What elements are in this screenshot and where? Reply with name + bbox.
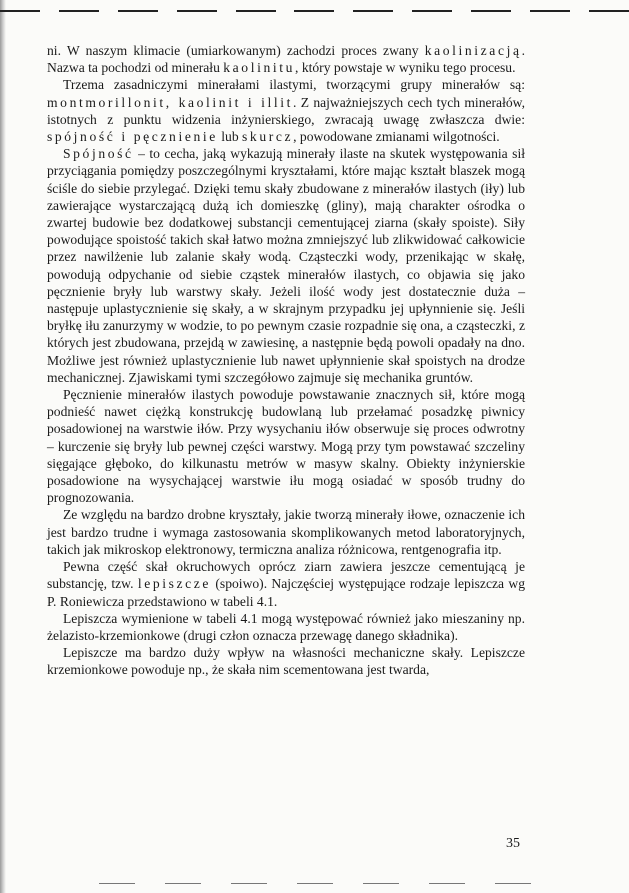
spaced-term: Spójność bbox=[63, 146, 134, 162]
text-run: Ze względu na bardzo drobne kryształy, jakie tworzą minerały iłowe, oznaczenie ich jest bardzo trudne i wymaga zastosowania skomplikowanych metod laboratoryjnych, takich jak mikroskop elektronowy, termiczna analiza różnicowa, rentgenografia itp. bbox=[47, 507, 525, 557]
scan-edge bbox=[0, 0, 6, 893]
paragraph bbox=[47, 386, 525, 506]
spaced-term: kaolinitu bbox=[223, 60, 296, 76]
spaced-term: spójność i pęcznienie bbox=[47, 129, 218, 145]
spaced-term: lepiszcze bbox=[137, 576, 212, 592]
paragraph bbox=[47, 145, 525, 386]
text-run: , który powstaje w wyniku tego procesu. bbox=[295, 60, 516, 76]
page-number: 35 bbox=[506, 836, 520, 851]
top-rule bbox=[0, 8, 629, 14]
text-run: lub bbox=[217, 129, 243, 145]
text-run: Lepiszcze ma bardzo duży wpływ na własności mechaniczne skały. Lepiszcze krzemionkowe powoduje np., że skała nim scementowana jest twarda, bbox=[47, 645, 525, 678]
paragraph bbox=[47, 42, 525, 76]
text-run: . Z najważniejszych cech tych minerałów, istotnych z punktu widzenia inżynierskiego, zwracają uwagę zwłaszcza dwie: bbox=[47, 94, 525, 127]
bottom-rule bbox=[0, 883, 629, 887]
paragraph bbox=[47, 76, 525, 145]
text-run: Trzema zasadniczymi minerałami ilastymi, tworzącymi grupy minerałów są: bbox=[63, 77, 525, 93]
spaced-term: kaolinizacją bbox=[424, 43, 522, 58]
text-run: (spoiwo). Najczęściej występujące rodzaje lepiszcza wg P. Roniewicza przedstawiono w tabeli 4.1. bbox=[47, 576, 525, 609]
paragraph bbox=[47, 506, 525, 558]
text-run: Lepiszcza wymienione w tabeli 4.1 mogą występować również jako mieszaniny np. żelazisto-krzemionkowe (drugi człon oznacza przewagę danego składnika). bbox=[47, 610, 525, 643]
text-run: Pęcznienie minerałów ilastych powoduje powstawanie znacznych sił, które mogą podnieść nawet ciężką konstrukcję budowlaną lub przełamać posadzkę piwnicy posadowionej na warstwie iłów. Przy wysychaniu iłów obserwuje się proces odwrotny – kurczenie się bryły lub pewnej części warstwy. Mogą przy tym powstawać szczeliny sięgające głęboko, do kilkunastu metrów w masyw skalny. Obiekty inżynierskie posadowione na wysychającej warstwie iłu mogą osiadać w sposób trudny do prognozowania. bbox=[47, 387, 525, 506]
paragraph bbox=[47, 558, 525, 610]
text-run: . Nazwa ta pochodzi od minerału bbox=[47, 43, 525, 76]
spaced-term: skurcz bbox=[242, 129, 294, 145]
spaced-term: montmorillonit, kaolinit i illit bbox=[47, 94, 294, 110]
text-run: , powodowane zmianami wilgotności. bbox=[293, 129, 500, 145]
page-body bbox=[47, 42, 525, 679]
text-run: Pewna część skał okruchowych oprócz ziarn zawiera jeszcze cementującą je substancję, tzw. bbox=[47, 559, 525, 592]
paragraph bbox=[47, 610, 525, 644]
text-run: ni. W naszym klimacie (umiarkowanym) zachodzi proces zwany bbox=[47, 43, 425, 58]
paragraph bbox=[47, 644, 525, 678]
text-run: – to cecha, jaką wykazują minerały ilaste na skutek występowania sił przyciągania pomiędzy poszczególnymi kryształami, które mając kształt blaszek mogą ściśle do siebie przylegać. Dzięki temu skały zbudowane z minerałów ilastych (iły) lub zawierające wystarczającą dużą ich domieszkę (gliny), mają charakter ośrodka o zwartej budowie bez dodatkowej substancji cementującej ziarna (skały spoiste). Siły powodujące spoistość takich skał łatwo można zmniejszyć lub zlikwidować całkowicie przez nawilżenie lub zalanie skały wodą. Cząsteczki wody, przenikając w skałę, powodują odpychanie od siebie cząstek minerałów ilastych, co objawia się jako pęcznienie bryły lub warstwy skały. Jeżeli ilość wody jest dostatecznie duża – następuje uplastycznienie się skały, a w skrajnym przypadku jej upłynnienie się. Jeśli bryłkę iłu zanurzymy w wodzie, to po pewnym czasie rozpadnie się ona, a cząsteczki, z których jest zbudowana, przejdą w zawiesinę, a następnie będą powoli opadały na dno. Możliwe jest również uplastycznienie lub nawet upłynnienie skał spoistych na drodze mechanicznej. Zjawiskami tymi szczegółowo zajmuje się mechanika gruntów. bbox=[47, 146, 525, 385]
